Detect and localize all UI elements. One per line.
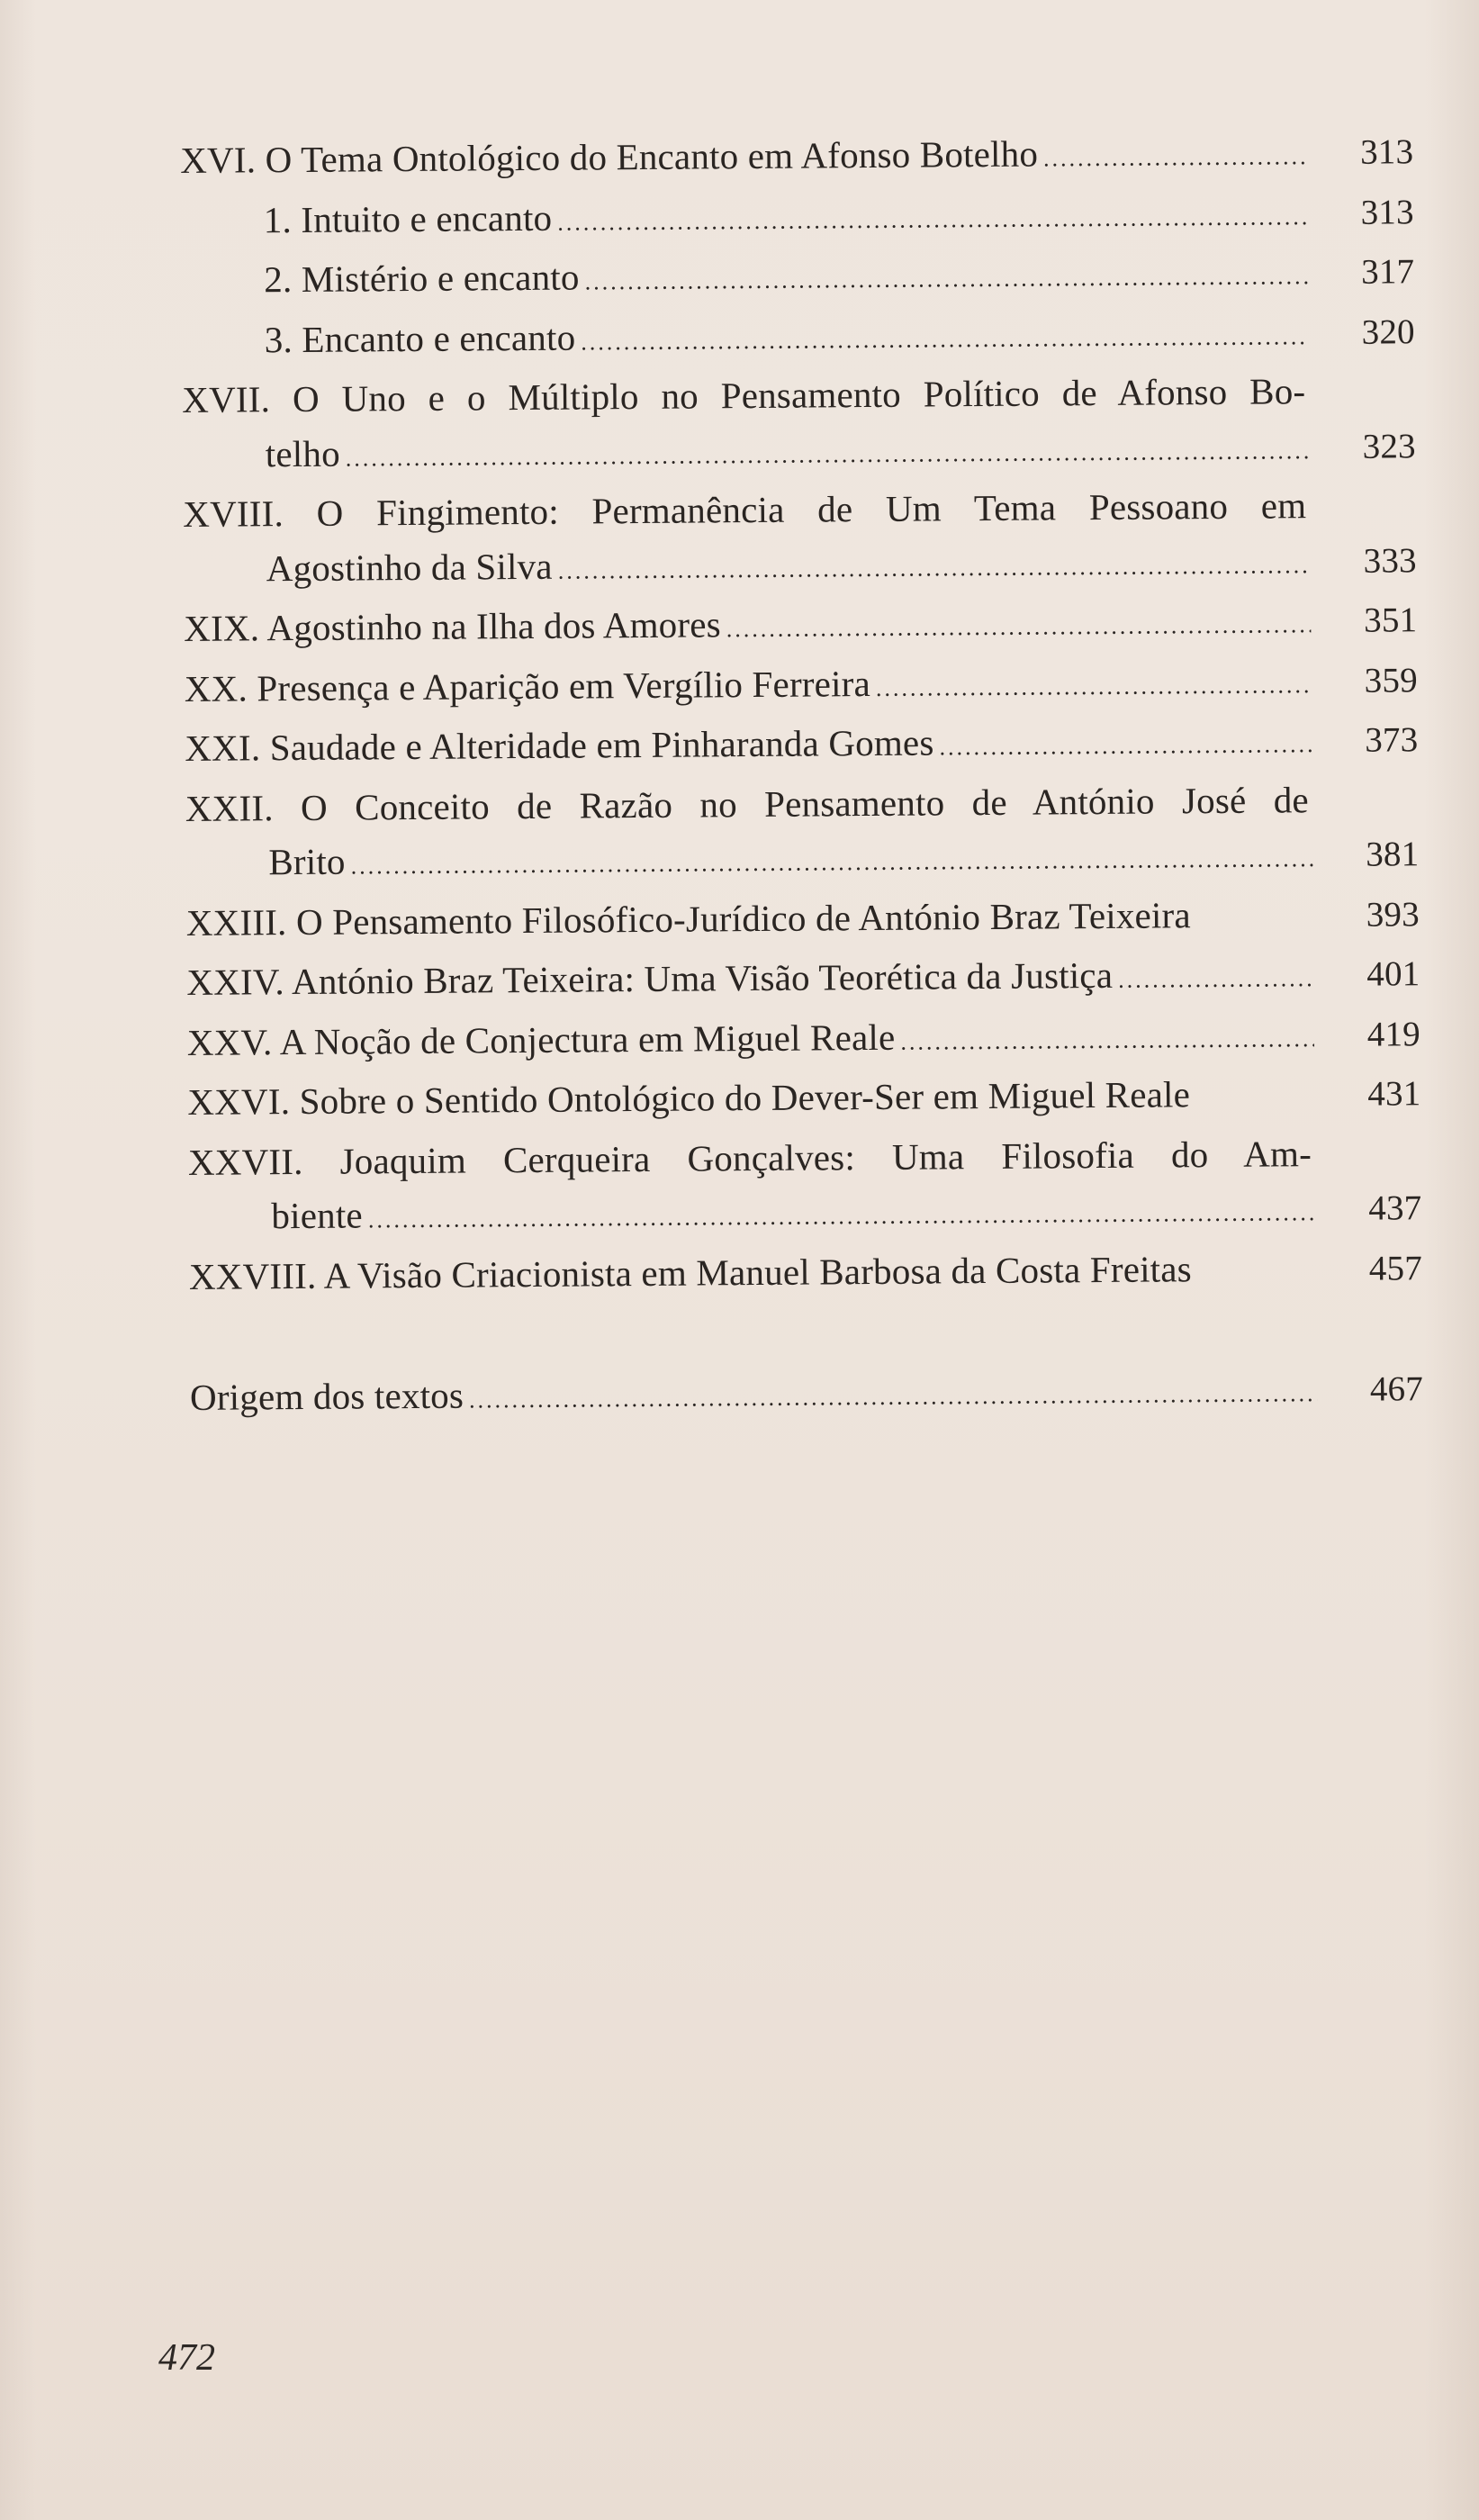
toc-entry — [185, 652, 1418, 721]
toc-page-number: 431 — [1367, 1074, 1421, 1114]
section-spacer — [189, 1299, 1422, 1370]
toc-entry — [180, 123, 1413, 193]
dot-leader — [1043, 130, 1308, 186]
toc-subentry — [181, 243, 1414, 312]
toc-entry — [186, 886, 1420, 955]
toc-page-number: 401 — [1366, 954, 1420, 994]
toc-entry-title: XXI. Saudade e Alteridade em Pinharanda Gomes — [185, 721, 934, 769]
toc-entry — [185, 772, 1420, 896]
toc-page-number: 381 — [1366, 835, 1420, 874]
toc-page-number: 333 — [1363, 540, 1417, 581]
toc-entry-title: 3. Encanto e encanto — [264, 316, 576, 360]
toc-entry-title: XIX. Agostinho na Ilha dos Amores — [184, 603, 721, 649]
toc-page-number: 437 — [1368, 1188, 1422, 1228]
toc-page-number: 323 — [1362, 426, 1416, 466]
toc-entry — [186, 945, 1420, 1015]
toc-page-number: 317 — [1360, 252, 1415, 292]
dot-leader — [558, 538, 1312, 599]
toc-entry-title: 1. Intuito e encanto — [263, 196, 553, 240]
toc-entry — [188, 1125, 1422, 1250]
dot-leader — [346, 424, 1310, 486]
toc-entry-title: 2. Mistério e encanto — [264, 256, 580, 301]
toc-entry-title-line: XVII. O Uno e o Múltiplo no Pensamento Político de Afonso Bo- — [182, 370, 1306, 420]
toc-entry — [187, 1065, 1420, 1134]
toc-entry-title-continuation: biente — [271, 1194, 364, 1237]
toc-entry-title-line: XXII. O Conceito de Razão no Pensamento de António José de — [185, 778, 1310, 829]
toc-entry-title: XX. Presença e Aparição em Vergílio Ferreira — [184, 662, 871, 709]
dot-leader — [350, 832, 1312, 894]
toc-page-number: 373 — [1365, 720, 1419, 760]
dot-leader — [1118, 952, 1314, 1007]
toc-entry-origin — [190, 1360, 1423, 1430]
toc-page-number: 467 — [1369, 1369, 1424, 1409]
toc-entry-title: XXVI. Sobre o Sentido Ontológico do Dever-Ser em Miguel Reale — [187, 1073, 1191, 1123]
toc-subentry — [182, 303, 1415, 373]
dot-leader — [726, 598, 1312, 657]
dot-leader — [581, 310, 1309, 370]
dot-leader — [876, 658, 1312, 716]
toc-entry-title: Origem dos textos — [189, 1374, 464, 1418]
toc-page-number: 313 — [1360, 192, 1414, 232]
toc-entry-title: XVI. O Tema Ontológico do Encanto em Afonso Botelho — [180, 132, 1039, 181]
toc-entry-title-continuation: Agostinho da Silva — [266, 545, 553, 589]
toc-entry — [182, 363, 1416, 487]
dot-leader — [368, 1186, 1316, 1248]
toc-page-number: 393 — [1366, 894, 1420, 935]
page-folio-number: 472 — [158, 2337, 215, 2379]
dot-leader — [939, 718, 1312, 775]
toc-entry — [185, 711, 1418, 781]
toc-entry — [183, 477, 1417, 601]
table-of-contents — [180, 123, 1423, 1430]
page-edge-shadow — [1425, 0, 1479, 2520]
toc-page-number: 457 — [1368, 1248, 1423, 1288]
toc-entry-title: XXIII. O Pensamento Filosófico-Jurídico de António Braz Teixeira — [185, 893, 1191, 944]
page-gutter-shadow — [0, 0, 36, 2520]
toc-page-number: 419 — [1366, 1014, 1421, 1054]
toc-entry-title: XXVIII. A Visão Criacionista em Manuel Barbosa da Costa Freitas — [188, 1247, 1193, 1297]
toc-page-number: 313 — [1359, 132, 1414, 172]
dot-leader — [900, 1012, 1314, 1070]
toc-entry-title: XXIV. António Braz Teixeira: Uma Visão Teorética da Justiça — [186, 953, 1114, 1003]
toc-page-number: 351 — [1364, 601, 1418, 640]
toc-entry — [189, 1240, 1422, 1309]
toc-entry — [184, 592, 1417, 661]
dot-leader — [557, 190, 1308, 250]
dot-leader — [584, 249, 1308, 310]
toc-entry-title-line: XVIII. O Fingimento: Permanência de Um Tema Pessoano em — [183, 484, 1307, 535]
toc-entry — [187, 1006, 1420, 1075]
toc-entry-title: XXV. A Noção de Conjectura em Miguel Reale — [186, 1016, 896, 1063]
toc-entry-title-continuation: telho — [265, 432, 340, 474]
toc-page-number: 320 — [1361, 312, 1415, 352]
toc-entry-title-continuation: Brito — [268, 840, 346, 883]
toc-entry-title-line: XXVII. Joaquim Cerqueira Gonçalves: Uma Filosofia do Am- — [187, 1132, 1312, 1183]
toc-subentry — [181, 184, 1414, 253]
dot-leader — [469, 1367, 1317, 1428]
toc-page-number: 359 — [1364, 660, 1418, 700]
